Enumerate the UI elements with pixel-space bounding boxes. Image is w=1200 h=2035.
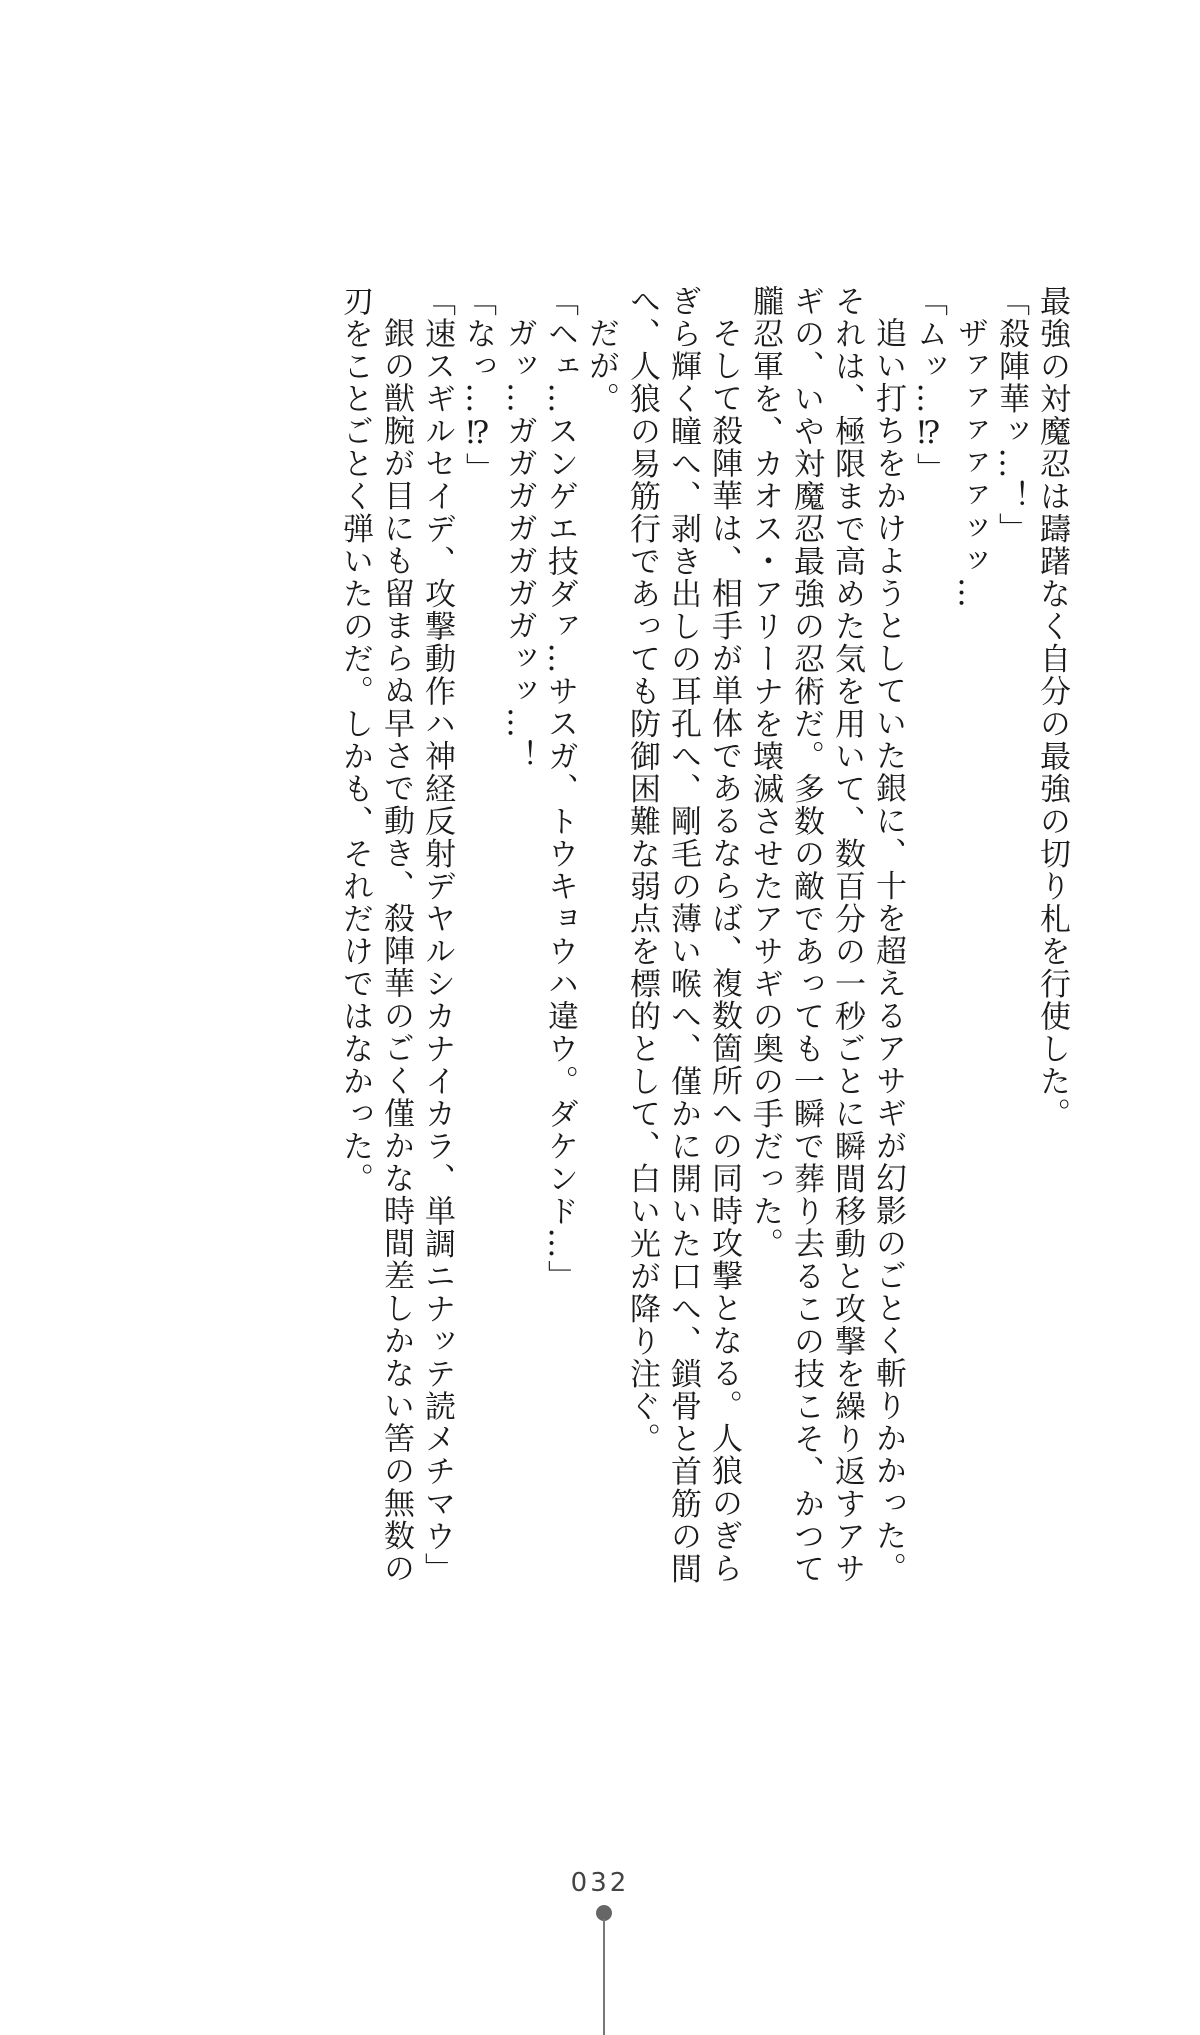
text-line: ギの、いや対魔忍最強の忍術だ。多数の敵であっても一瞬で葬り去るこの技こそ、かつて [788, 285, 824, 1585]
dialogue-line: 「殺陣華ッ…！」 [993, 285, 1029, 545]
text-line: 刃をことごとく弾いたのだ。しかも、それだけではなかった。 [337, 285, 373, 1195]
text-line: ぎら輝く瞳へ、剥き出しの耳孔へ、剛毛の薄い喉へ、僅かに開いた口へ、鎖骨と首筋の間 [665, 285, 701, 1585]
dialogue-line: 「ムッ…⁉」 [911, 285, 947, 485]
dialogue-line: 「ヘェ…スンゲエ技ダァ…サスガ、トウキョウハ違ウ。ダケンド…」 [542, 285, 578, 1293]
vertical-text-body [334, 285, 1072, 1730]
sound-effect-line: ザァァァァァッッ… [952, 317, 988, 610]
dialogue-line: 「なっ…⁉」 [460, 285, 496, 485]
paragraph-start-line: 追い打ちをかけようとしていた銀に、十を超えるアサギが幻影のごとく斬りかかった。 [870, 317, 906, 1585]
paragraph-start-line: だが。 [583, 317, 619, 415]
marker-line [603, 1919, 605, 2035]
dialogue-line: 「速スギルセイデ、攻撃動作ハ神経反射デヤルシカナイカラ、単調ニナッテ読メチマウ」 [419, 285, 455, 1585]
page-number: 032 [570, 1868, 630, 1898]
text-line: それは、極限まで高めた気を用いて、数百分の一秒ごとに瞬間移動と攻撃を繰り返すアサ [829, 285, 865, 1585]
page-marker-icon [596, 1905, 612, 2035]
text-line: へ、人狼の易筋行であっても防御困難な弱点を標的として、白い光が降り注ぐ。 [624, 285, 660, 1455]
text-line: 朧忍軍を、カオス・アリーナを壊滅させたアサギの奥の手だった。 [747, 285, 783, 1260]
text-line: 最強の対魔忍は躊躇なく自分の最強の切り札を行使した。 [1034, 285, 1070, 1130]
sound-effect-line: ガッ…ガガガガガガガッッ…！ [501, 317, 537, 772]
paragraph-start-line: 銀の獣腕が目にも留まらぬ早さで動き、殺陣華のごく僅かな時間差しかない筈の無数の [378, 317, 414, 1585]
paragraph-start-line: そして殺陣華は、相手が単体であるならば、複数箇所への同時攻撃となる。人狼のぎら [706, 317, 742, 1585]
